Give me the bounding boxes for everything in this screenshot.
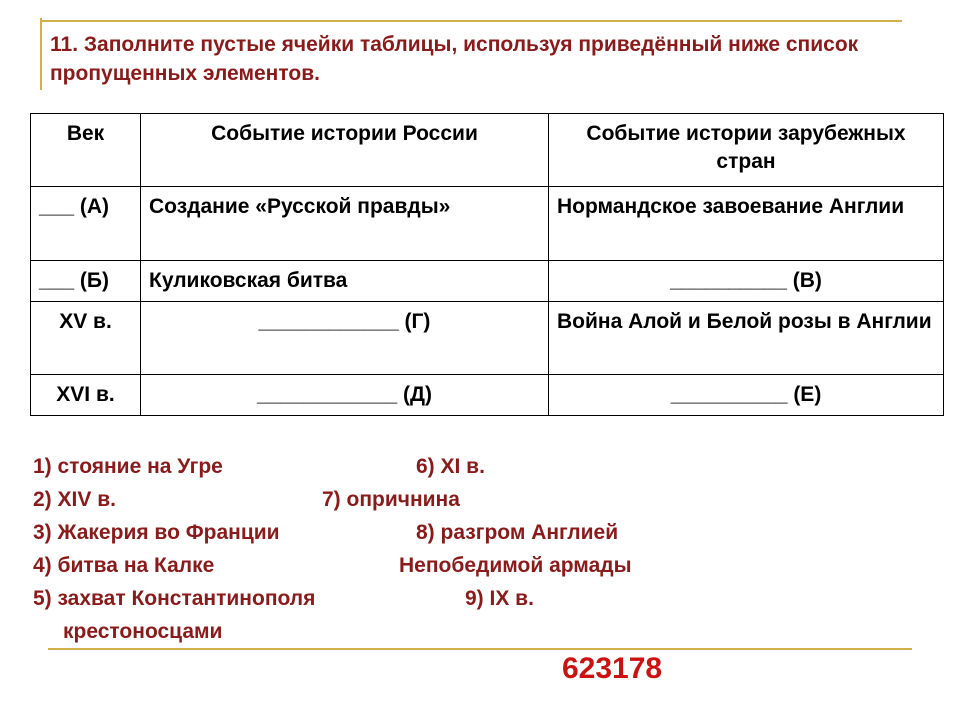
option-7: 7) опричнина xyxy=(322,488,460,511)
option-2: 2) XIV в. xyxy=(33,488,116,511)
header-foreign-event: Событие истории зарубежных стран xyxy=(549,114,944,187)
options-line xyxy=(33,516,933,549)
cell-century: ___ (А) xyxy=(31,187,141,261)
cell-russia-event: Создание «Русской правды» xyxy=(141,187,549,261)
options-line xyxy=(33,450,933,483)
table-row xyxy=(31,187,944,261)
header-russia-event: Событие истории России xyxy=(141,114,549,187)
table-row xyxy=(31,302,944,375)
history-table xyxy=(30,113,944,416)
options-list xyxy=(33,450,933,648)
accent-bottom-line xyxy=(48,648,912,650)
header-century: Век xyxy=(31,114,141,187)
option-9: 9) IX в. xyxy=(465,587,534,610)
cell-century: XVI в. xyxy=(31,375,141,416)
accent-top-line xyxy=(40,20,902,22)
options-line xyxy=(33,549,933,582)
cell-century: ___ (Б) xyxy=(31,261,141,302)
option-6: 6) XI в. xyxy=(416,455,485,478)
table-row xyxy=(31,375,944,416)
cell-russia-event: ____________ (Г) xyxy=(141,302,549,375)
cell-russia-event: ____________ (Д) xyxy=(141,375,549,416)
task-title: 11. Заполните пустые ячейки таблицы, используя приведённый ниже список пропущенных элементов. xyxy=(50,33,859,85)
cell-russia-event: Куликовская битва xyxy=(141,261,549,302)
cell-foreign-event: __________ (Е) xyxy=(549,375,944,416)
cell-foreign-event: __________ (В) xyxy=(549,261,944,302)
options-line xyxy=(33,483,933,516)
table-row xyxy=(31,261,944,302)
accent-vertical-line xyxy=(40,18,42,90)
cell-century: XV в. xyxy=(31,302,141,375)
option-5: 5) захват Константинополя xyxy=(33,587,316,610)
answer-code: 623178 xyxy=(562,652,663,685)
option-8: 8) разгром Англией xyxy=(416,521,619,544)
cell-foreign-event: Война Алой и Белой розы в Англии xyxy=(549,302,944,375)
option-8-continued: Непобедимой армады xyxy=(399,554,632,577)
options-line xyxy=(33,615,933,648)
cell-foreign-event: Нормандское завоевание Англии xyxy=(549,187,944,261)
option-4: 4) битва на Калке xyxy=(33,554,215,577)
option-5-continued: крестоносцами xyxy=(63,620,223,643)
option-3: 3) Жакерия во Франции xyxy=(33,521,280,544)
option-1: 1) стояние на Угре xyxy=(33,455,223,478)
options-line xyxy=(33,582,933,615)
table-header-row xyxy=(31,114,944,187)
